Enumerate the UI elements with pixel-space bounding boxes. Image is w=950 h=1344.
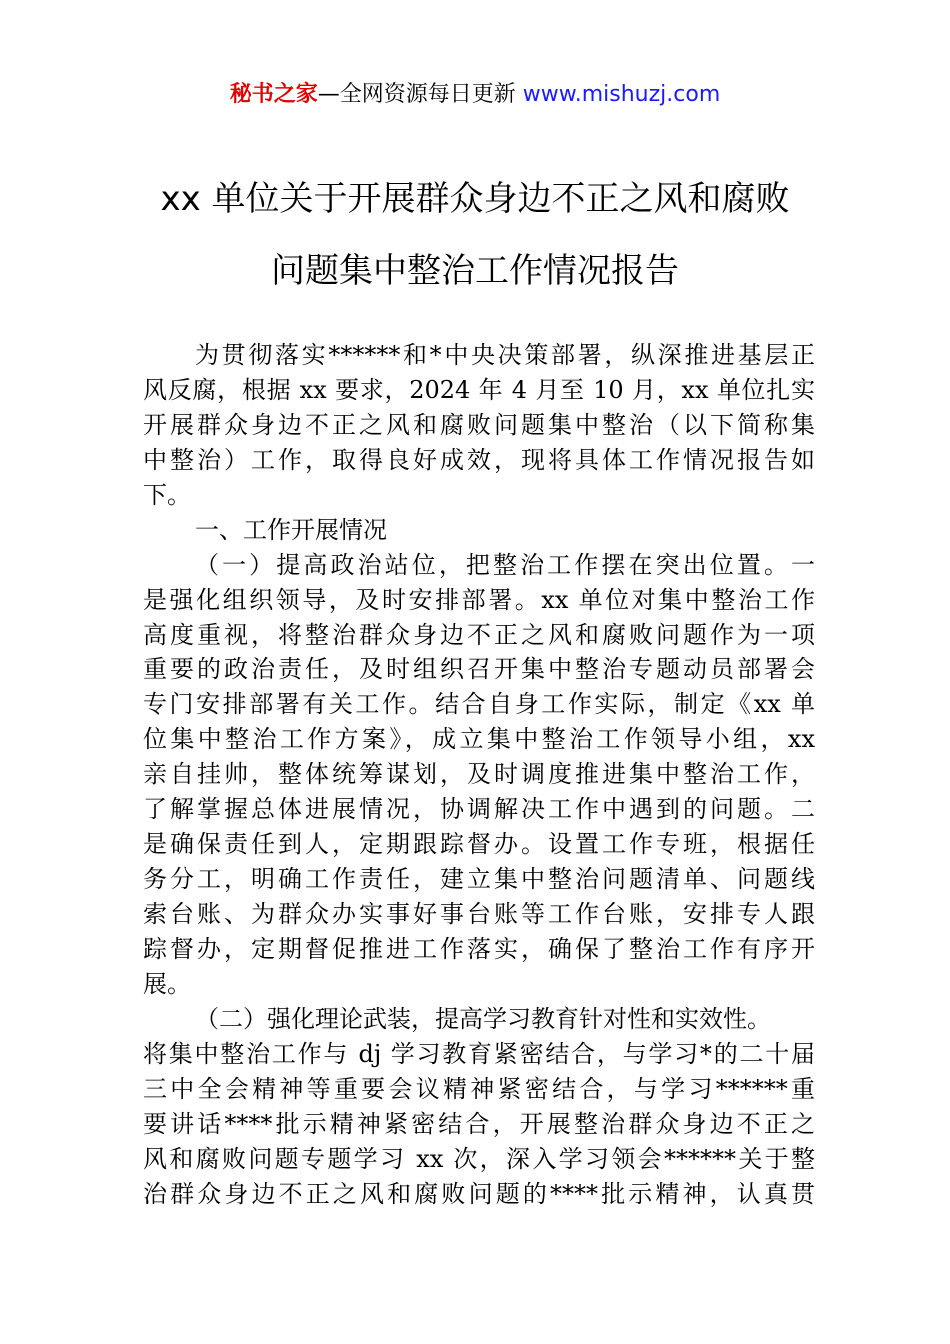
text-line: 是确保责任到人，定期跟踪督办。设置工作专班，根据任 [143, 830, 815, 859]
text-line: 索台账、为群众办实事好事台账等工作台账，安排专人跟 [143, 900, 815, 928]
text-line: 专门安排部署有关工作。结合自身工作实际，制定《xx 单 [143, 690, 815, 719]
title-line-1: xx 单位关于开展群众身边不正之风和腐败 [160, 179, 790, 219]
text-line: 治群众身边不正之风和腐败问题的****批示精神，认真贯 [143, 1179, 815, 1208]
text-line: 将集中整治工作与 dj 学习教育紧密结合，与学习*的二十届 [143, 1039, 815, 1068]
document-title [0, 176, 950, 294]
paragraph-sub1 [143, 548, 815, 1002]
text-line: 踪督办，定期督促推进工作落实，确保了整治工作有序开 [143, 934, 815, 963]
text-line: 展。 [143, 969, 191, 998]
document-body [143, 338, 815, 1211]
text-line: 为贯彻落实******和*中央决策部署，纵深推进基层正 [195, 341, 815, 369]
text-line: 中整治）工作，取得良好成效，现将具体工作情况报告如 [143, 445, 815, 474]
text-line: 务分工，明确工作责任，建立集中整治问题清单、问题线 [143, 865, 815, 894]
text-line: 是强化组织领导，及时安排部署。xx 单位对集中整治工作 [143, 585, 815, 614]
site-url-link[interactable]: www.mishuzj.com [522, 82, 721, 107]
text-line: 风反腐，根据 xx 要求，2024 年 4 月至 10 月，xx 单位扎实 [143, 375, 815, 404]
text-line: 高度重视，将整治群众身边不正之风和腐败问题作为一项 [143, 620, 815, 649]
text-line: 亲自挂帅，整体统筹谋划，及时调度推进集中整治工作， [143, 760, 815, 789]
text-line: （一）提高政治站位，把整治工作摆在突出位置。一 [195, 550, 815, 579]
site-brand: 秘书之家 [229, 82, 318, 107]
section-heading: 一、工作开展情况 [195, 515, 387, 544]
text-line: 开展群众身边不正之风和腐败问题集中整治（以下简称集 [143, 410, 815, 439]
title-line-2: 问题集中整治工作情况报告 [271, 251, 679, 291]
text-line: 下。 [143, 480, 191, 509]
text-line: （二）强化理论武装，提高学习教育针对性和实效性。 [195, 1004, 771, 1033]
text-line: 重要的政治责任，及时组织召开集中整治专题动员部署会 [143, 655, 815, 684]
text-line: 位集中整治工作方案》，成立集中整治工作领导小组，xx [143, 725, 815, 754]
site-header [0, 78, 950, 112]
text-line: 风和腐败问题专题学习 xx 次，深入学习领会******关于整 [143, 1144, 815, 1173]
text-line: 三中全会精神等重要会议精神紧密结合，与学习******重 [143, 1074, 815, 1103]
text-line: 了解掌握总体进展情况，协调解决工作中遇到的问题。二 [143, 795, 815, 824]
paragraph-intro [143, 338, 815, 513]
site-tagline: —全网资源每日更新 [317, 82, 516, 107]
text-line: 要讲话****批示精神紧密结合，开展整治群众身边不正之 [143, 1109, 815, 1138]
paragraph-sub2 [143, 1002, 815, 1212]
